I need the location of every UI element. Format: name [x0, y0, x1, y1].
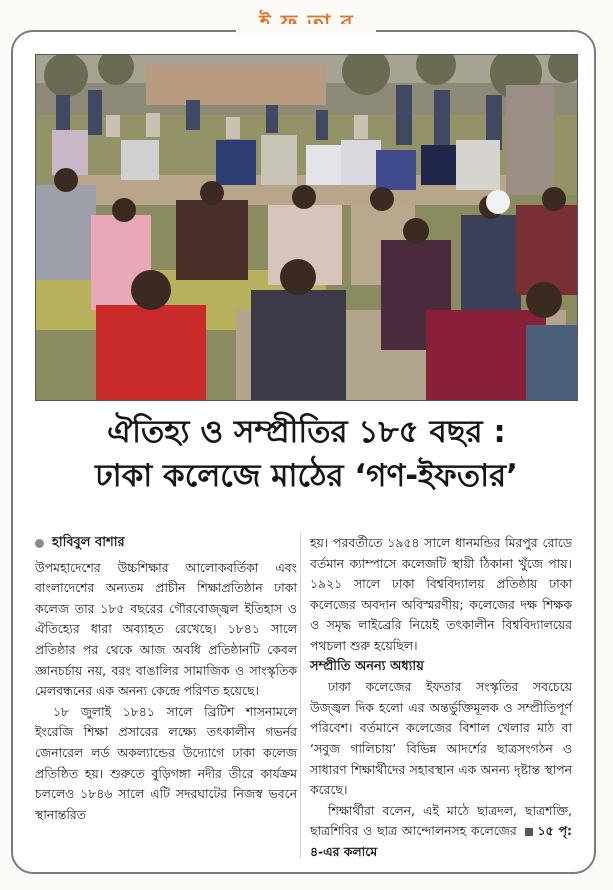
frame-gap: [236, 24, 376, 36]
bullet-dot-icon: [35, 539, 44, 548]
left-column: [35, 533, 297, 825]
byline: [35, 533, 297, 554]
right-paragraph-1: হয়। পরবর্তীতে ১৯৫৪ সালে ধানমন্ডির মিরপুর রোডে বর্তমান ক্যাম্পাসে কলেজটি স্থায়ী ঠিকানা খুঁজে পায়। ১৯২১ সালে ঢাকা বিশ্ববিদ্যালয় প্রতিষ্ঠায় ঢাকা কলেজের অবদান অবিস্মরণীয়; কলেজের দক্ষ শিক্ষক ও সমৃদ্ধ লাইব্রেরি নিয়েই তৎকালীন বিশ্ববিদ্যালয়ের পথচলা শুরু হয়েছিল।: [310, 535, 572, 653]
iftar-gathering-photo: [35, 54, 578, 401]
right-column: [310, 533, 572, 863]
continuation-text: ১৫ পৃ: ৪-এর কলামে: [310, 823, 572, 859]
right-paragraph-2: ঢাকা কলেজের ইফতার সংস্কৃতির সবচেয়ে উজ্জ্বল দিক হলো এর অন্তর্ভুক্তিমূলক ও সম্প্রীতিপূর্ণ পরিবেশ। বর্তমানে কলেজের বিশাল খেলার মাঠ বা ‘সবুজ গালিচায়’ বিভিন্ন আদর্শের ছাত্রসংগঠন ও সাধারণ শিক্ষার্থীদের সহাবস্থান এক অনন্য দৃষ্টান্ত স্থাপন করেছে।: [310, 679, 572, 798]
author-name: হাবিবুল বাশার: [52, 535, 125, 550]
headline-line-2: ঢাকা কলেজে মাঠের ‘গণ-ইফতার’: [95, 458, 518, 494]
headline: [30, 410, 583, 498]
left-paragraph-1: উপমহাদেশের উচ্চশিক্ষার আলোকবর্তিকা এবং বাংলাদেশের অন্যতম প্রাচীন শিক্ষাপ্রতিষ্ঠান ঢাকা কলেজ তার ১৮৫ বছরের গৌরবোজ্জ্বল ইতিহাস ও ঐতিহ্যের ধারা অব্যাহত রেখেছে। ১৮৪১ সালে প্রতিষ্ঠার পর থেকে আজ অবধি প্রতিষ্ঠানটি কেবল জ্ঞানচর্চায় নয়, বরং বাঙালির সামাজিক ও সাংস্কৃতিক মেলবন্ধনের এক অনন্য কেন্দ্রে পরিণত হয়েছে।: [35, 559, 297, 699]
right-paragraph-3: [310, 801, 572, 863]
subheading: সম্প্রীতি অনন্য অধ্যায়: [310, 658, 424, 674]
left-paragraph-2: ১৮ জুলাই ১৮৪১ সালে ব্রিটিশ শাসনামলে ইংরেজি শিক্ষা প্রসারের লক্ষ্যে তৎকালীন গভর্নর জেনারেল লর্ড অকল্যান্ডের উদ্যোগে ঢাকা কলেজ প্রতিষ্ঠিত হয়। শুরুতে বুড়িগঙ্গা নদীর তীরে কার্যক্রম চললেও ১৮৪৬ সালে এটি সদরঘাটের নিজস্ব ভবনে স্থানান্তরিত: [35, 703, 297, 822]
column-divider: [300, 533, 301, 858]
headline-line-1: ঐতিহ্য ও সম্প্রীতির ১৮৫ বছর :: [107, 414, 506, 450]
right-paragraph-3-text: শিক্ষার্থীরা বলেন, এই মাঠে ছাত্রদল, ছাত্রশক্তি, ছাত্রশিবির ও ছাত্র আন্দোলনসহ কলেজের: [310, 802, 572, 839]
square-bullet-icon: [525, 828, 533, 836]
